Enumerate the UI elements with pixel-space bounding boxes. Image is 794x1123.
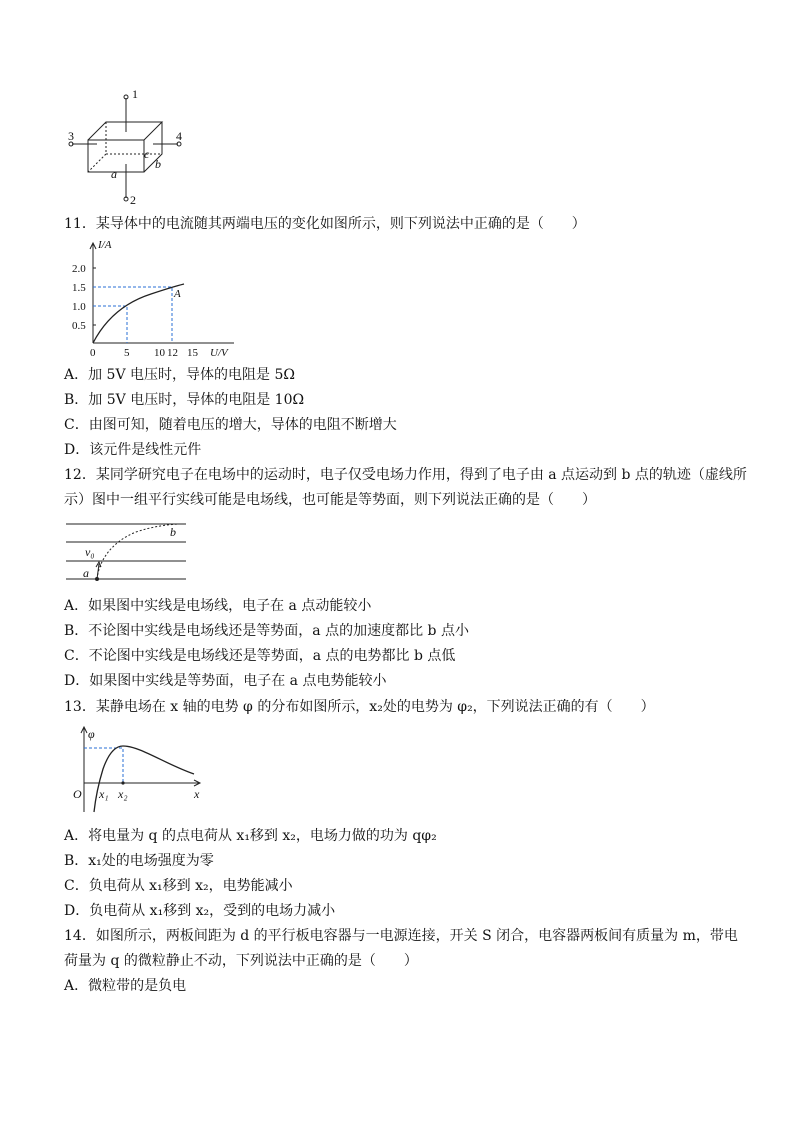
q14-option-a: A．微粒带的是负电	[64, 978, 187, 994]
q13-x2-label: x₂	[118, 787, 128, 801]
q11-option-b: B．加 5V 电压时，导体的电阻是 10Ω	[64, 392, 305, 408]
q14-stem-line2: 荷量为 q 的微粒静止不动，下列说法中正确的是（ ）	[64, 953, 418, 969]
q13-x1-label: x₁	[99, 787, 109, 801]
q11-y-tick: 1.5	[72, 282, 86, 294]
terminal-label-2: 2	[130, 193, 136, 207]
q12-label-v0: v₀	[85, 545, 95, 559]
q12-option-a: A．如果图中实线是电场线，电子在 a 点动能较小	[64, 598, 372, 614]
block-terminal-figure	[66, 88, 196, 206]
q11-option-a: A．加 5V 电压时，导体的电阻是 5Ω	[64, 367, 295, 383]
q11-x-axis-label: U/V	[210, 347, 228, 359]
q14-stem-line1: 14．如图所示，两板间距为 d 的平行板电容器与一电源连接，开关 S 闭合，电容器两板间有质量为 m，带电	[64, 928, 738, 944]
q12-stem-line2: 示）图中一组平行实线可能是电场线，也可能是等势面，则下列说法正确的是（ ）	[64, 492, 596, 508]
q11-x-tick: 10	[154, 347, 165, 359]
q13-option-a: A．将电量为 q 的点电荷从 x₁移到 x₂，电场力做的功为 qφ₂	[64, 828, 437, 844]
q13-y-label: φ	[88, 727, 95, 741]
terminal-label-4: 4	[176, 129, 182, 143]
q12-option-c: C．不论图中实线是电场线还是等势面，a 点的电势都比 b 点低	[64, 648, 456, 664]
q11-dashed-guide-a	[93, 287, 172, 343]
terminal-label-3: 3	[68, 129, 74, 143]
q11-x-tick: 5	[124, 347, 130, 359]
q11-point-label: A	[174, 288, 181, 300]
q11-option-c: C．由图可知，随着电压的增大，导体的电阻不断增大	[64, 417, 397, 433]
block-hidden-edges	[106, 122, 162, 154]
q12-trajectory-figure	[66, 516, 190, 586]
q11-y-tick: 1.0	[72, 301, 86, 313]
q12-velocity-arrow	[97, 564, 99, 579]
q11-option-d: D．该元件是线性元件	[64, 442, 202, 458]
q11-x-tick: 12	[167, 347, 178, 359]
q11-y-axis-label: I/A	[98, 239, 112, 251]
q11-iu-curve	[93, 284, 184, 343]
q11-dashed-guide-5v	[93, 306, 127, 343]
q11-iu-graph	[66, 236, 246, 360]
q12-label-a: a	[83, 566, 89, 580]
q12-stem-line1: 12．某同学研究电子在电场中的运动时，电子仅受电场力作用，得到了电子由 a 点运动到 b 点的轨迹（虚线所	[64, 467, 747, 483]
q13-stem: 13．某静电场在 x 轴的电势 φ 的分布如图所示，x₂处的电势为 φ₂，下列说法正确的有（ ）	[64, 699, 655, 715]
q12-trajectory-curve	[97, 524, 178, 579]
q11-x-tick: 0	[90, 347, 96, 359]
q12-point-a	[95, 577, 99, 581]
q13-potential-graph	[70, 724, 210, 816]
q11-stem: 11．某导体中的电流随其两端电压的变化如图所示，则下列说法中正确的是（ ）	[64, 216, 586, 232]
q13-option-d: D．负电荷从 x₁移到 x₂，受到的电场力减小	[64, 903, 336, 919]
block-top-face	[88, 122, 162, 140]
q13-dashed-guide	[84, 748, 123, 783]
edge-label-a: a	[111, 167, 117, 181]
q11-x-tick: 15	[187, 347, 198, 359]
terminal-label-1: 1	[132, 87, 138, 101]
q13-potential-curve	[94, 746, 194, 812]
q11-y-tick: 2.0	[72, 263, 86, 275]
q12-option-b: B．不论图中实线是电场线还是等势面，a 点的加速度都比 b 点小	[64, 623, 469, 639]
q12-option-d: D．如果图中实线是等势面，电子在 a 点电势能较小	[64, 673, 387, 689]
edge-label-c: c	[144, 147, 150, 161]
q12-label-b: b	[170, 525, 176, 539]
q13-option-c: C．负电荷从 x₁移到 x₂，电势能减小	[64, 878, 293, 894]
edge-label-b: b	[155, 157, 161, 171]
q11-y-tick: 0.5	[72, 320, 86, 332]
q13-origin-label: O	[73, 787, 82, 801]
q13-x-label: x	[194, 787, 200, 801]
q13-option-b: B．x₁处的电场强度为零	[64, 853, 214, 869]
